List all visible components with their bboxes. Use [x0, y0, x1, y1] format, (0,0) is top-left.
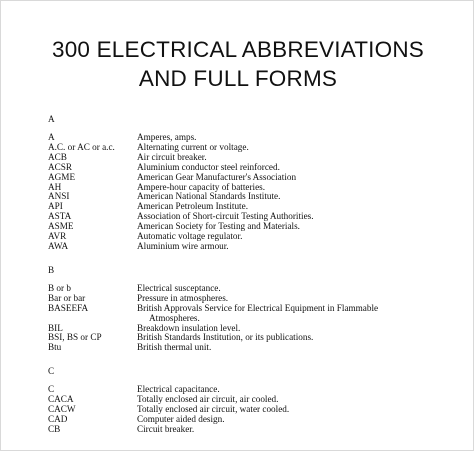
full-form — [137, 343, 458, 353]
full-form-text: American Society for Testing and Materials. — [137, 221, 300, 232]
abbreviation: CACA — [48, 394, 74, 405]
full-form — [137, 425, 458, 435]
glossary-entry — [48, 284, 458, 294]
full-form-continuation: Atmospheres. — [149, 312, 200, 323]
full-form-text: Computer aided design. — [137, 413, 225, 424]
full-form-text: Air circuit breaker. — [137, 151, 207, 162]
section-letter: B — [48, 264, 55, 275]
full-form-text: Totally enclosed air circuit, water cooled. — [137, 404, 290, 415]
abbreviation: AVR — [48, 231, 67, 242]
abbreviation: AWA — [48, 240, 69, 251]
full-form-text: British thermal unit. — [137, 342, 212, 353]
full-form-text: American Petroleum Institute. — [137, 201, 248, 212]
abbreviation: BIL — [48, 322, 63, 333]
abbreviation: A.C. or AC or a.c. — [48, 141, 115, 152]
section-spacer — [48, 435, 458, 443]
full-form-text: Totally enclosed air circuit, air cooled. — [137, 394, 279, 405]
glossary-entry — [48, 304, 458, 324]
full-form-text: Alternating current or voltage. — [137, 141, 249, 152]
full-form-text: Aluminium conductor steel reinforced. — [137, 161, 280, 172]
abbreviation: Bar or bar — [48, 292, 86, 303]
glossary-entry — [48, 232, 458, 242]
abbreviation: CACW — [48, 404, 76, 415]
section-c — [48, 367, 458, 443]
full-form-text: Electrical capacitance. — [137, 384, 220, 395]
glossary-entry — [48, 415, 458, 425]
page-title-line-2: AND FULL FORMS — [138, 66, 338, 91]
glossary-entry — [48, 343, 458, 353]
section-a — [48, 115, 458, 260]
abbreviation: CAD — [48, 413, 68, 424]
full-form-text: Aluminium wire armour. — [137, 240, 229, 251]
abbreviation: ACSR — [48, 161, 73, 172]
page-title-line-1: 300 ELECTRICAL ABBREVIATIONS — [52, 37, 424, 62]
abbreviation: API — [48, 201, 63, 212]
full-form-text: Breakdown insulation level. — [137, 322, 241, 333]
glossary-entry — [48, 143, 458, 153]
glossary-entry — [48, 192, 458, 202]
full-form-text: Circuit breaker. — [137, 423, 195, 434]
full-form-text: American National Standards Institute. — [137, 191, 281, 202]
abbreviation: ANSI — [48, 191, 70, 202]
full-form — [137, 304, 458, 324]
full-form-text: British Approvals Service for Electrical Equipment in Flammable — [137, 302, 379, 313]
full-form-text: Automatic voltage regulator. — [137, 231, 243, 242]
glossary-entry — [48, 425, 458, 435]
full-form-text: Ampere-hour capacity of batteries. — [137, 181, 266, 192]
full-form-text: Association of Short-circuit Testing Authorities. — [137, 211, 314, 222]
abbreviation: ACB — [48, 151, 67, 162]
full-form-text: Electrical susceptance. — [137, 282, 221, 293]
abbreviation: BSI, BS or CP — [48, 332, 102, 343]
full-form-text: British Standards Institution, or its publications. — [137, 332, 314, 343]
abbreviation: AH — [48, 181, 62, 192]
glossary-entry — [48, 333, 458, 343]
glossary-entry — [48, 242, 458, 252]
glossary-entry — [48, 405, 458, 415]
full-form-text: Amperes, amps. — [137, 132, 197, 142]
section-b — [48, 266, 458, 361]
abbreviation: A — [48, 132, 55, 142]
full-form-text: American Gear Manufacturer's Association — [137, 171, 297, 182]
section-spacer — [48, 252, 458, 260]
full-form — [137, 242, 458, 252]
abbreviation: B or b — [48, 282, 71, 293]
section-spacer — [48, 353, 458, 361]
section-letter: A — [48, 114, 55, 124]
abbreviation: C — [48, 384, 55, 395]
abbreviation: AGME — [48, 171, 76, 182]
page-title — [1, 35, 474, 93]
abbreviation: Btu — [48, 342, 62, 353]
abbreviation: CB — [48, 423, 61, 434]
abbreviation: ASTA — [48, 211, 72, 222]
abbreviation: BASEEFA — [48, 302, 89, 313]
section-letter: C — [48, 366, 55, 377]
full-form-text: Pressure in atmospheres. — [137, 292, 229, 303]
abbreviation-list — [48, 113, 458, 443]
abbreviation: ASME — [48, 221, 74, 232]
glossary-entry — [48, 222, 458, 232]
